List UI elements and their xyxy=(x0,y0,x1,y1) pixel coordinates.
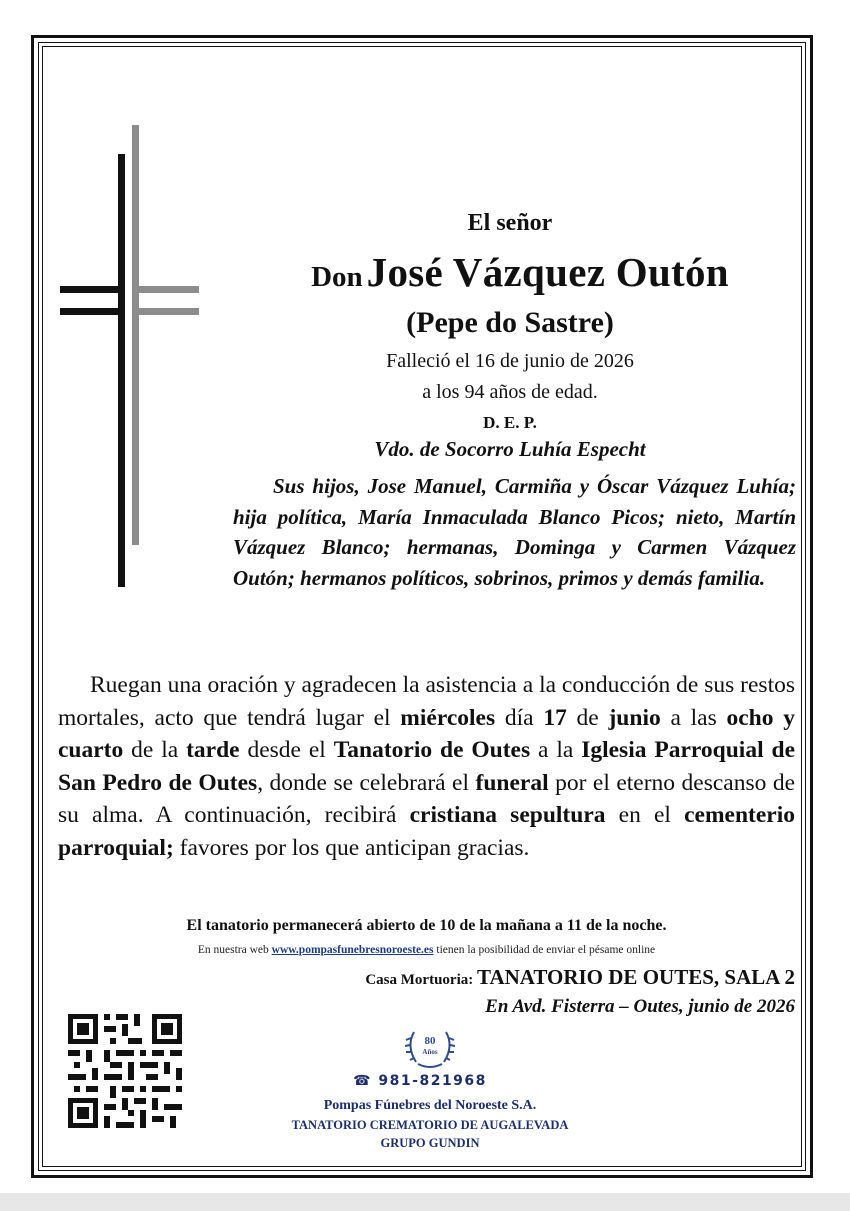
group-name: GRUPO GUNDIN xyxy=(380,1136,480,1150)
opening-hours: El tanatorio permanecerá abierto de 10 de la mañana a 11 de la noche. xyxy=(186,917,667,934)
announcement-text: a las xyxy=(660,704,727,731)
announcement-bold: miércoles xyxy=(400,704,496,731)
badge-number: 80 xyxy=(424,1035,436,1047)
web-prefix: En nuestra web xyxy=(197,944,272,956)
announcement-text: , donde se celebrará el xyxy=(257,769,476,796)
announcement-text: de xyxy=(566,704,609,731)
announcement-bold: ocho y cuarto xyxy=(58,704,795,763)
announcement-text: a la xyxy=(530,737,582,763)
announcement-text: de la xyxy=(123,737,187,763)
funeral-home-label: Casa Mortuoria: xyxy=(365,972,477,988)
announcement-text: Ruegan una oración y agradecen la asistencia a la conducción de sus restos mortales, acto que tendrá lugar el xyxy=(58,672,795,731)
badge-text: Años xyxy=(422,1048,438,1056)
phone-line[interactable] xyxy=(300,1073,540,1089)
deceased-name-line xyxy=(230,248,810,296)
announcement-paragraph xyxy=(58,669,795,864)
place-date: En Avd. Fisterra – Outes, junio de 2026 xyxy=(485,996,795,1017)
relatives-paragraph: Sus hijos, Jose Manuel, Carmiña y Óscar Vázquez Luhía; hija política, María Inmaculada Blanco Picos; nieto, Martín Vázquez Blanco; hermanas, Dominga y Carmen Vázquez Outón; hermanos políticos, sobrinos, primos y demás familia. xyxy=(233,474,796,590)
widow-line: Vdo. de Socorro Luhía Especht xyxy=(374,437,646,461)
announcement-bold: tarde xyxy=(186,737,240,763)
announcement-bold: 17 xyxy=(543,704,567,731)
anniversary-badge-icon xyxy=(400,1022,460,1072)
crematorio-name: TANATORIO CREMATORIO DE AUGALEVADA xyxy=(291,1118,569,1132)
cross-icon xyxy=(55,120,205,590)
company-name: Pompas Fúnebres del Noroeste S.A. xyxy=(323,1098,537,1113)
announcement-bold: Iglesia Parroquial de San Pedro de Outes xyxy=(58,737,795,796)
qr-code[interactable] xyxy=(66,1012,184,1130)
honorific: Don xyxy=(311,261,363,293)
announcement-bold: junio xyxy=(608,704,661,731)
bottom-band xyxy=(0,1193,850,1211)
phone-number: 981-821968 xyxy=(378,1073,487,1089)
rip-text: D. E. P. xyxy=(483,413,537,432)
announcement-bold: funeral xyxy=(475,769,549,796)
title-prefix: El señor xyxy=(467,210,553,236)
death-date-line: Falleció el 16 de junio de 2026 xyxy=(386,350,634,372)
announcement-text: desde el xyxy=(239,737,334,763)
funeral-home-value: TANATORIO DE OUTES, SALA 2 xyxy=(477,965,795,989)
announcement-text: por el eterno descanso de su alma. A continuación, recibirá xyxy=(58,769,796,828)
website-link[interactable]: www.pompasfunebresnoroeste.es xyxy=(271,944,434,956)
announcement-bold: cementerio parroquial; xyxy=(58,802,796,861)
announcement-bold: Tanatorio de Outes xyxy=(333,737,531,763)
announcement-text: día xyxy=(495,704,544,731)
phone-icon: ☎ xyxy=(353,1073,373,1089)
funeral-home-line xyxy=(250,965,795,990)
nickname: (Pepe do Sastre) xyxy=(406,306,614,339)
web-suffix: tienen la posibilidad de enviar el pésame online xyxy=(433,944,656,956)
deceased-name: José Vázquez Outón xyxy=(366,249,729,295)
announcement-text: favores por los que anticipan gracias. xyxy=(173,834,530,861)
announcement-bold: cristiana sepultura xyxy=(409,802,606,828)
web-condolence-line xyxy=(58,944,795,956)
announcement-text: en el xyxy=(605,802,685,828)
age-line: a los 94 años de edad. xyxy=(422,381,598,403)
